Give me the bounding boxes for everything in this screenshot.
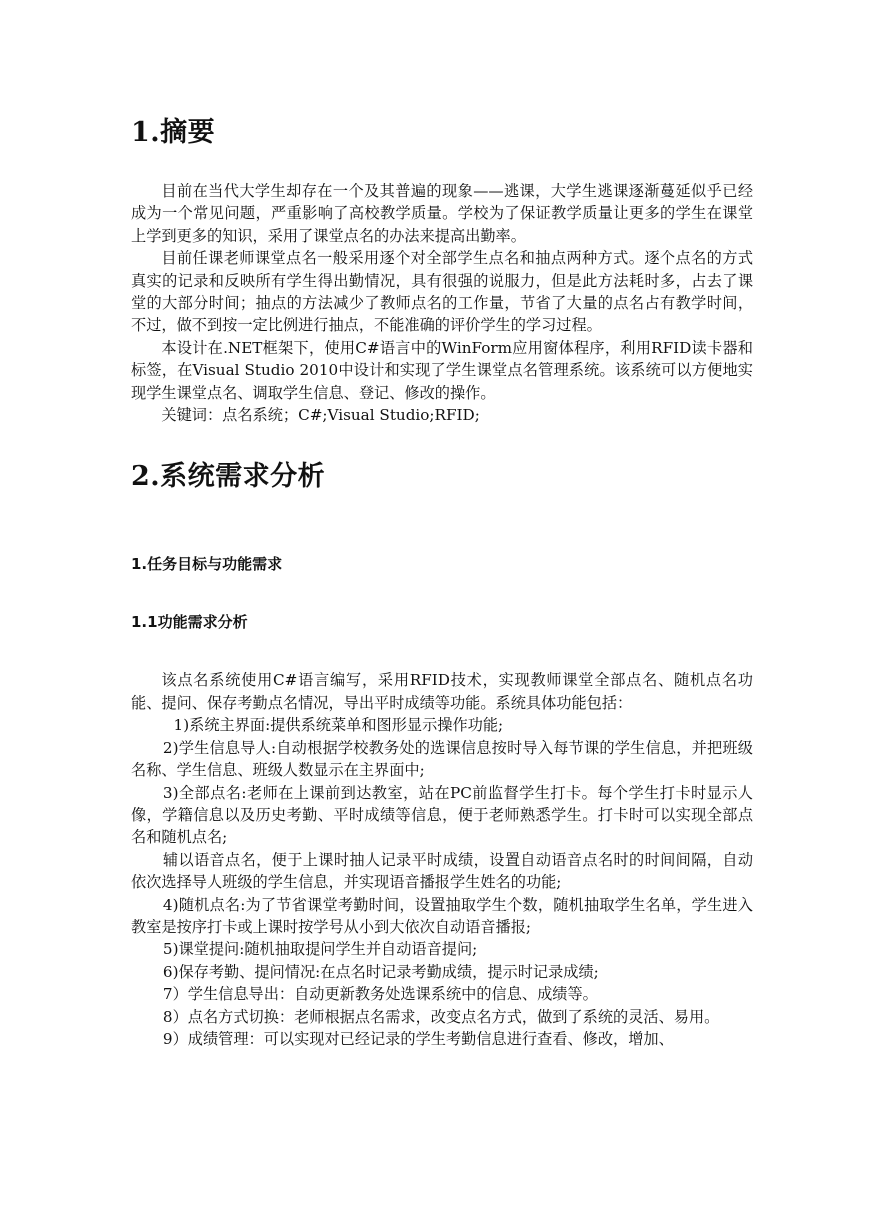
abstract-paragraph-2: 目前任课老师课堂点名一般采用逐个对全部学生点名和抽点两种方式。逐个点名的方式真实的记录和反映所有学生得出勤情况，具有很强的说服力，但是此方法耗时多，占去了课堂的大部分时间；抽点的方法减少了教师点名的工作量，节省了大量的点名占有教学时间，不过，做不到按一定比例进行抽点，不能准确的评价学生的学习过程。 bbox=[131, 249, 753, 335]
function-item-9: 9）成绩管理：可以实现对已经记录的学生考勤信息进行查看、修改，增加、 bbox=[162, 1029, 674, 1048]
abstract-paragraph-3: 本设计在.NET框架下，使用C#语言中的WinForm应用窗体程序，利用RFID读卡器和标签，在Visual Studio 2010中设计和实现了学生课堂点名管理系统。该系统可以方便地实现学生课堂点名、调取学生信息、登记、修改的操作。 bbox=[131, 338, 753, 402]
function-requirements-body bbox=[131, 669, 753, 1050]
function-item-4: 4)随机点名:为了节省课堂考勤时间，设置抽取学生个数，随机抽取学生名单，学生进入教室是按序打卡或上课时按学号从小到大依次自动语音播报; bbox=[131, 895, 753, 936]
function-item-2: 2)学生信息导人:自动根据学校教务处的选课信息按时导入每节课的学生信息，并把班级名称、学生信息、班级人数显示在主界面中; bbox=[131, 738, 753, 780]
function-item-3-voice: 辅以语音点名，便于上课时抽人记录平时成绩，设置自动语音点名时的时间间隔，自动依次选择导人班级的学生信息，并实现语音播报学生姓名的功能; bbox=[131, 850, 753, 892]
page-content bbox=[131, 110, 753, 1050]
function-item-6: 6)保存考勤、提问情况:在点名时记录考勤成绩，提示时记录成绩; bbox=[162, 962, 599, 981]
function-item-8: 8）点名方式切换：老师根据点名需求，改变点名方式，做到了系统的灵活、易用。 bbox=[162, 1007, 720, 1026]
abstract-paragraph-1: 目前在当代大学生却存在一个及其普遍的现象——逃课，大学生逃课逐渐蔓延似乎已经成为一个常见问题，严重影响了高校教学质量。学校为了保证教学质量让更多的学生在课堂上学到更多的知识，采用了课堂点名的办法来提高出勤率。 bbox=[131, 182, 753, 245]
function-analysis-heading: 1.1功能需求分析 bbox=[131, 613, 248, 632]
function-intro-paragraph: 该点名系统使用C#语言编写，采用RFID技术，实现教师课堂全部点名、随机点名功能、提问、保存考勤点名情况，导出平时成绩等功能。系统具体功能包括： bbox=[131, 671, 753, 712]
function-item-3: 3)全部点名:老师在上课前到达教室，站在PC前监督学生打卡。每个学生打卡时显示人像，学籍信息以及历史考勤、平时成绩等信息，便于老师熟悉学生。打卡时可以实现全部点名和随机点名; bbox=[131, 783, 753, 847]
task-goals-heading: 1.任务目标与功能需求 bbox=[131, 555, 283, 574]
function-item-7: 7）学生信息导出：自动更新教务处选课系统中的信息、成绩等。 bbox=[162, 985, 598, 1004]
requirements-heading: 2.系统需求分析 bbox=[131, 461, 326, 493]
abstract-heading: 1.摘要 bbox=[131, 117, 216, 148]
function-item-5: 5)课堂提问:随机抽取提问学生并自动语音提问; bbox=[162, 940, 478, 959]
abstract-body bbox=[131, 180, 753, 426]
function-item-1: 1)系统主界面:提供系统菜单和图形显示操作功能; bbox=[173, 716, 504, 735]
keywords-line: 关键词：点名系统；C#;Visual Studio;RFID; bbox=[161, 406, 480, 425]
